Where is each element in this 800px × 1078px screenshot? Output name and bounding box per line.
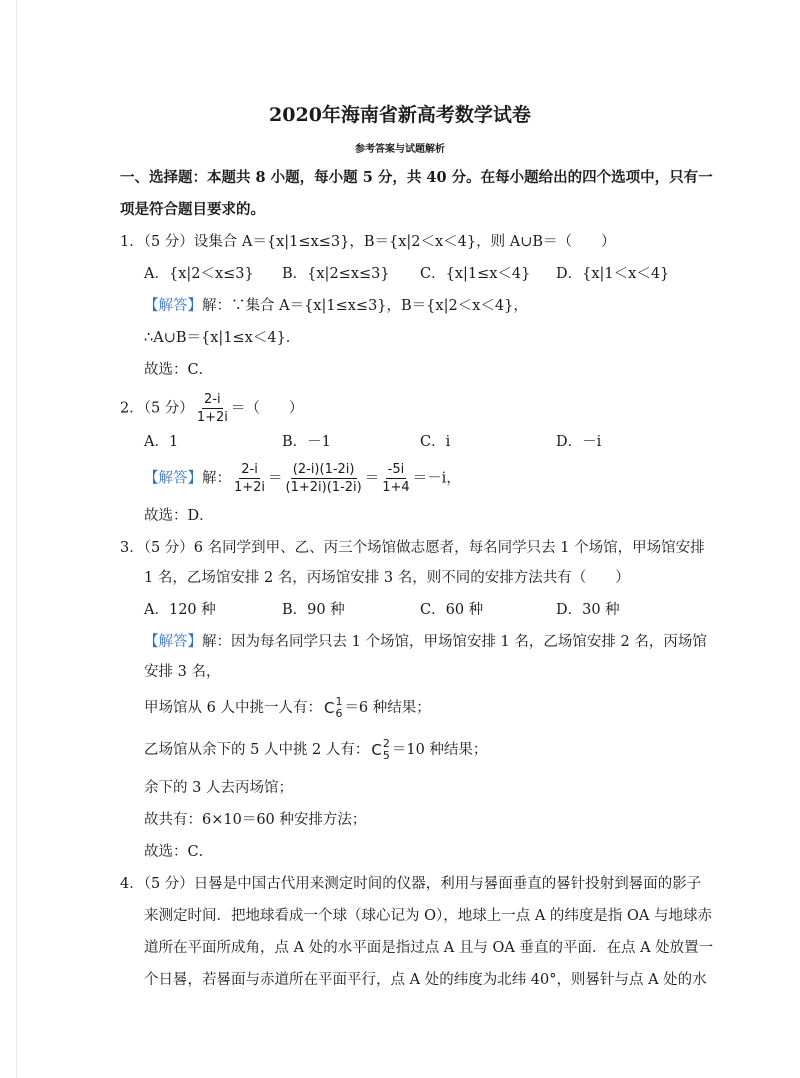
q2-sol-f3-den: 1+4	[382, 480, 410, 495]
equals-sign: ＝	[364, 470, 380, 487]
q2-prefix: 2．（5 分）	[120, 400, 194, 417]
q2-sol-prefix: 解：	[202, 470, 231, 487]
q2-sol-fraction-3	[380, 462, 411, 495]
q3-choice: 故选：C．	[144, 844, 214, 860]
q1-option-d: D．{x|1＜x＜4}	[556, 266, 670, 282]
q2-sol-f3-num: -5i	[387, 462, 405, 477]
q2-sol-fraction-1	[232, 462, 267, 495]
q2-suffix: ＝（ ）	[230, 400, 304, 417]
q2-sol-end: ＝－i，	[412, 470, 461, 487]
comb-sup: 2	[382, 737, 390, 750]
q2-sol-fraction-2	[284, 462, 364, 495]
q4-stem-line3: 道所在平面所成角，点 A 处的水平面是指过点 A 且与 OA 垂直的平面．在点 A 处放置一	[144, 940, 714, 956]
q2-sol-f2-den: (1+2i)(1-2i)	[285, 480, 362, 495]
q4-stem-line1: 4．（5 分）日晷是中国古代用来测定时间的仪器，利用与晷面垂直的晷针投射到晷面的影子	[120, 876, 702, 892]
answer-tag: 【解答】	[144, 470, 202, 487]
q3-s3-suffix: ＝6 种结果；	[344, 700, 431, 716]
q2-option-b: B．－1	[282, 434, 331, 450]
q1-stem: 1．（5 分）设集合 A＝{x|1≤x≤3}，B＝{x|2＜x＜4}，则 A∪B＝（ ）	[120, 234, 616, 250]
q2-fraction	[195, 392, 230, 425]
q3-solution-line4	[144, 736, 487, 764]
q3-solution-line6: 故共有：6×10＝60 种安排方法；	[144, 812, 367, 828]
q1-choice: 故选：C．	[144, 362, 214, 378]
q3-solution-line5: 余下的 3 人去丙场馆；	[144, 780, 293, 796]
q1-option-c: C．{x|1≤x＜4}	[420, 266, 531, 282]
section-heading-line1: 一、选择题：本题共 8 小题，每小题 5 分，共 40 分。在每小题给出的四个选项中，只有一	[120, 169, 713, 186]
comb-sub: 6	[335, 707, 343, 720]
q4-stem-line4: 个日晷，若晷面与赤道所在平面平行，点 A 处的纬度为北纬 40°，则晷针与点 A 处的水	[144, 972, 707, 988]
q1-sol1-text: 解：∵集合 A＝{x|1≤x≤3}，B＝{x|2＜x＜4}，	[202, 298, 528, 314]
q2-option-a: A．1	[144, 434, 179, 450]
q3-stem-line1: 3．（5 分）6 名同学到甲、乙、丙三个场馆做志愿者，每名同学只去 1 个场馆，甲场馆安排	[120, 540, 705, 556]
q3-solution-line2: 安排 3 名，	[144, 664, 221, 680]
q3-option-d: D．30 种	[556, 602, 620, 618]
comb-sub: 5	[382, 749, 390, 762]
q3-s4-prefix: 乙场馆从余下的 5 人中挑 2 人有：	[144, 742, 370, 758]
q3-stem-line2: 1 名，乙场馆安排 2 名，丙场馆安排 3 名，则不同的安排方法共有（ ）	[144, 570, 630, 586]
comb-symbol: C	[371, 741, 382, 759]
section-heading-line2: 项是符合题目要求的。	[120, 201, 265, 218]
q2-sol-f1-num: 2-i	[241, 462, 258, 477]
q2-frac-num: 2-i	[204, 392, 221, 407]
q2-sol-f2-num: (2-i)(1-2i)	[292, 462, 355, 477]
q2-option-d: D．－i	[556, 434, 602, 450]
q3-option-b: B．90 种	[282, 602, 345, 618]
comb-sup: 1	[335, 695, 343, 708]
q2-sol-f1-den: 1+2i	[234, 480, 266, 495]
q1-option-b: B．{x|2≤x≤3}	[282, 266, 390, 282]
q4-stem-line2: 来测定时间．把地球看成一个球（球心记为 O），地球上一点 A 的纬度是指 OA 与地球赤	[144, 908, 713, 924]
answer-tag: 【解答】	[144, 634, 202, 650]
combination-c-2-5	[371, 736, 389, 764]
q3-solution-line1	[144, 632, 707, 652]
q2-solution	[144, 462, 461, 495]
combination-c-1-6	[324, 694, 342, 722]
q3-solution-line3	[144, 694, 431, 722]
q3-option-a: A．120 种	[144, 602, 216, 618]
q1-solution-line1	[144, 296, 528, 316]
q3-sol1-text: 解：因为每名同学只去 1 个场馆，甲场馆安排 1 名，乙场馆安排 2 名，丙场馆	[202, 634, 707, 650]
q3-option-c: C．60 种	[420, 602, 484, 618]
q2-frac-den: 1+2i	[196, 410, 228, 425]
equals-sign: ＝	[268, 470, 283, 487]
comb-symbol: C	[323, 699, 335, 717]
page-edge	[16, 0, 17, 1078]
q2-stem	[120, 392, 303, 425]
q3-s4-suffix: ＝10 种结果；	[391, 742, 488, 758]
answer-tag: 【解答】	[144, 298, 202, 314]
page-subtitle: 参考答案与试题解析	[355, 144, 445, 155]
q1-solution-line2: ∴A∪B＝{x|1≤x＜4}．	[144, 330, 301, 346]
q2-option-c: C．i	[420, 434, 451, 450]
q1-option-a: A．{x|2＜x≤3}	[144, 266, 254, 282]
q3-s3-prefix: 甲场馆从 6 人中挑一人有：	[144, 700, 322, 716]
q2-choice: 故选：D．	[144, 508, 214, 524]
page-title: 2020年海南省新高考数学试卷	[269, 104, 531, 126]
